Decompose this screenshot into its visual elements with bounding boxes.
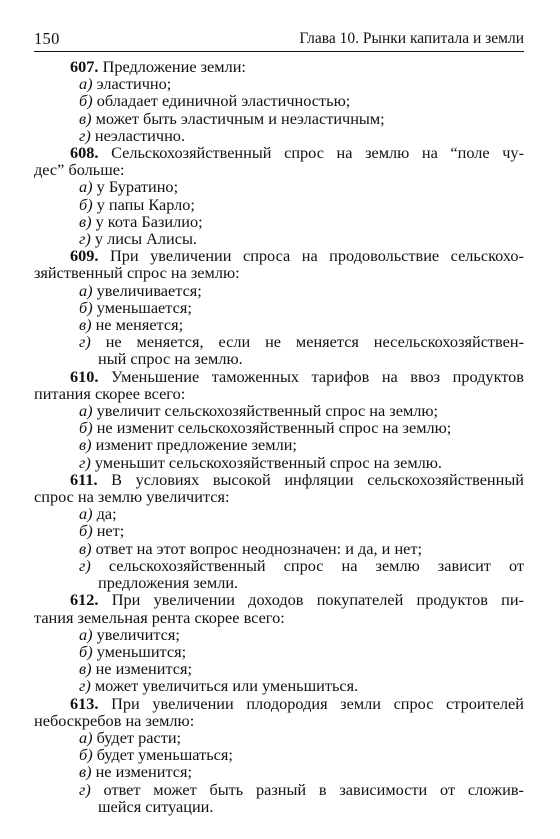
question-first-line bbox=[34, 471, 524, 488]
option-text: обладает единичной эластичностью; bbox=[96, 91, 351, 111]
option-first-line bbox=[79, 230, 524, 247]
option-text: увеличит сельскохозяйственный спрос на землю; bbox=[96, 401, 439, 421]
option-letter: в) bbox=[79, 315, 92, 335]
option-first-line bbox=[79, 127, 524, 144]
option-letter: б) bbox=[79, 641, 93, 661]
option-first-line bbox=[79, 763, 524, 780]
answer-option bbox=[79, 333, 524, 367]
option-text: да; bbox=[96, 504, 117, 524]
option-text: уменьшается; bbox=[96, 297, 192, 317]
option-first-line bbox=[79, 454, 524, 471]
answer-option bbox=[79, 299, 524, 316]
question-number: 608. bbox=[70, 143, 99, 163]
option-letter: б) bbox=[79, 297, 93, 317]
option-first-line bbox=[79, 213, 524, 230]
answer-option bbox=[79, 660, 524, 677]
option-text: изменит предложение земли; bbox=[95, 435, 297, 455]
option-letter: а) bbox=[79, 727, 93, 747]
option-letter: а) bbox=[79, 401, 93, 421]
option-first-line bbox=[79, 402, 524, 419]
answer-option bbox=[79, 454, 524, 471]
answer-option bbox=[79, 178, 524, 195]
option-text-continued: шейся ситуации. bbox=[98, 796, 214, 816]
option-text: сельскохозяйственный спрос на землю зависит от bbox=[108, 555, 524, 575]
question-first-line bbox=[34, 144, 524, 161]
option-letter: а) bbox=[79, 177, 93, 197]
option-letter: г) bbox=[79, 555, 91, 575]
option-text: неэластично. bbox=[94, 125, 186, 145]
option-text: эластично; bbox=[96, 74, 172, 94]
question-first-line bbox=[34, 695, 524, 712]
option-first-line bbox=[79, 643, 524, 660]
option-first-line bbox=[79, 419, 524, 436]
option-text: уменьшит сельскохозяйственный спрос на землю. bbox=[94, 452, 442, 472]
option-first-line bbox=[79, 729, 524, 746]
question-item bbox=[34, 247, 524, 367]
option-first-line bbox=[79, 746, 524, 763]
option-text: может быть эластичным и неэластичным; bbox=[95, 108, 385, 128]
option-letter: б) bbox=[79, 521, 93, 541]
question-item bbox=[34, 368, 524, 471]
question-text: При увеличении плодородия земли спрос строителей bbox=[111, 693, 524, 713]
option-letter: г) bbox=[79, 229, 91, 249]
option-letter: в) bbox=[79, 762, 92, 782]
question-number: 612. bbox=[70, 590, 99, 610]
answer-option bbox=[79, 746, 524, 763]
option-letter: б) bbox=[79, 91, 93, 111]
option-text: будет уменьшаться; bbox=[96, 745, 233, 765]
chapter-title: Глава 10. Рынки капитала и земли bbox=[299, 30, 524, 47]
option-first-line bbox=[79, 557, 524, 574]
option-text: увеличится; bbox=[96, 624, 180, 644]
option-letter: г) bbox=[79, 332, 91, 352]
answer-option bbox=[79, 729, 524, 746]
option-first-line bbox=[79, 660, 524, 677]
option-first-line bbox=[79, 75, 524, 92]
option-text: не изменит сельскохозяйственный спрос на землю; bbox=[96, 418, 452, 438]
answer-option bbox=[79, 626, 524, 643]
option-text: ответ может быть разный в зависимости от сложив- bbox=[103, 779, 524, 799]
answer-option bbox=[79, 505, 524, 522]
question-first-line bbox=[34, 368, 524, 385]
question-item bbox=[34, 695, 524, 815]
question-first-line bbox=[34, 591, 524, 608]
option-text: ответ на этот вопрос неоднозначен: и да, и нет; bbox=[95, 538, 423, 558]
answer-option bbox=[79, 316, 524, 333]
question-item bbox=[34, 58, 524, 144]
answer-option bbox=[79, 230, 524, 247]
option-first-line bbox=[79, 540, 524, 557]
option-first-line bbox=[79, 522, 524, 539]
answer-option bbox=[79, 419, 524, 436]
option-text: не меняется, если не меняется несельскохозяйствен- bbox=[105, 332, 524, 352]
option-letter: а) bbox=[79, 624, 93, 644]
option-letter: в) bbox=[79, 538, 92, 558]
option-first-line bbox=[79, 178, 524, 195]
option-text: у кота Базилио; bbox=[95, 211, 203, 231]
option-letter: а) bbox=[79, 74, 93, 94]
question-text-continued: небоскребов на землю: bbox=[34, 710, 195, 730]
option-letter: в) bbox=[79, 435, 92, 455]
option-text: у папы Карло; bbox=[96, 194, 195, 214]
answer-option bbox=[79, 127, 524, 144]
option-letter: а) bbox=[79, 504, 93, 524]
option-letter: б) bbox=[79, 745, 93, 765]
question-text-continued: тания земельная рента скорее всего: bbox=[34, 607, 285, 627]
option-text: у лисы Алисы. bbox=[94, 229, 197, 249]
answer-option bbox=[79, 75, 524, 92]
answer-option bbox=[79, 557, 524, 591]
option-letter: в) bbox=[79, 659, 92, 679]
option-letter: б) bbox=[79, 418, 93, 438]
option-text: не изменится; bbox=[95, 659, 193, 679]
option-first-line bbox=[79, 316, 524, 333]
question-first-line bbox=[34, 247, 524, 264]
answer-option bbox=[79, 402, 524, 419]
question-number: 609. bbox=[70, 246, 99, 266]
question-number: 611. bbox=[70, 469, 98, 489]
answer-option bbox=[79, 92, 524, 109]
option-first-line bbox=[79, 436, 524, 453]
option-first-line bbox=[79, 505, 524, 522]
option-first-line bbox=[79, 299, 524, 316]
answer-option bbox=[79, 282, 524, 299]
option-letter: г) bbox=[79, 779, 91, 799]
option-letter: в) bbox=[79, 108, 92, 128]
option-text: увеличивается; bbox=[96, 280, 202, 300]
question-item bbox=[34, 471, 524, 591]
question-list bbox=[34, 58, 524, 815]
question-text: Предложение земли: bbox=[102, 57, 246, 76]
answer-option bbox=[79, 436, 524, 453]
option-letter: в) bbox=[79, 211, 92, 231]
option-text-continued: ный спрос на землю. bbox=[98, 349, 243, 369]
option-letter: г) bbox=[79, 452, 91, 472]
option-letter: г) bbox=[79, 125, 91, 145]
page-number: 150 bbox=[34, 29, 60, 48]
option-text: уменьшится; bbox=[96, 641, 187, 661]
answer-option bbox=[79, 677, 524, 694]
question-text: В условиях высокой инфляции сельскохозяйственный bbox=[111, 469, 524, 489]
question-text: Уменьшение таможенных тарифов на ввоз продуктов bbox=[111, 366, 524, 386]
question-text-continued: питания скорее всего: bbox=[34, 383, 186, 403]
question-number: 610. bbox=[70, 366, 99, 386]
question-text-continued: спрос на землю увеличится: bbox=[34, 487, 230, 507]
option-text-continued: предложения земли. bbox=[98, 573, 239, 593]
question-first-line bbox=[34, 58, 524, 75]
question-item bbox=[34, 591, 524, 694]
question-text: При увеличении спроса на продовольствие сельскохо- bbox=[110, 246, 524, 266]
option-first-line bbox=[79, 781, 524, 798]
option-letter: а) bbox=[79, 280, 93, 300]
question-number: 613. bbox=[70, 693, 99, 713]
question-text-continued: дес” больше: bbox=[34, 160, 125, 180]
question-item bbox=[34, 144, 524, 247]
option-first-line bbox=[79, 677, 524, 694]
answer-option bbox=[79, 781, 524, 815]
option-text: может увеличиться или уменьшиться. bbox=[94, 676, 359, 696]
question-text: Сельскохозяйственный спрос на землю на “поле чу- bbox=[111, 143, 524, 163]
question-text: При увеличении доходов покупателей продуктов пи- bbox=[111, 590, 524, 610]
answer-option bbox=[79, 763, 524, 780]
option-letter: б) bbox=[79, 194, 93, 214]
answer-option bbox=[79, 110, 524, 127]
question-text-continued: зяйственный спрос на землю: bbox=[34, 263, 240, 283]
option-text: не меняется; bbox=[95, 315, 184, 335]
option-letter: г) bbox=[79, 676, 91, 696]
option-first-line bbox=[79, 92, 524, 109]
option-text: нет; bbox=[96, 521, 125, 541]
answer-option bbox=[79, 213, 524, 230]
page-header bbox=[34, 27, 524, 52]
option-first-line bbox=[79, 282, 524, 299]
option-text: будет расти; bbox=[96, 727, 182, 747]
option-first-line bbox=[79, 626, 524, 643]
answer-option bbox=[79, 540, 524, 557]
option-first-line bbox=[79, 196, 524, 213]
answer-option bbox=[79, 643, 524, 660]
answer-option bbox=[79, 196, 524, 213]
option-first-line bbox=[79, 333, 524, 350]
option-text: не изменится; bbox=[95, 762, 193, 782]
answer-option bbox=[79, 522, 524, 539]
question-number: 607. bbox=[70, 57, 99, 76]
option-text: у Буратино; bbox=[96, 177, 179, 197]
option-first-line bbox=[79, 110, 524, 127]
